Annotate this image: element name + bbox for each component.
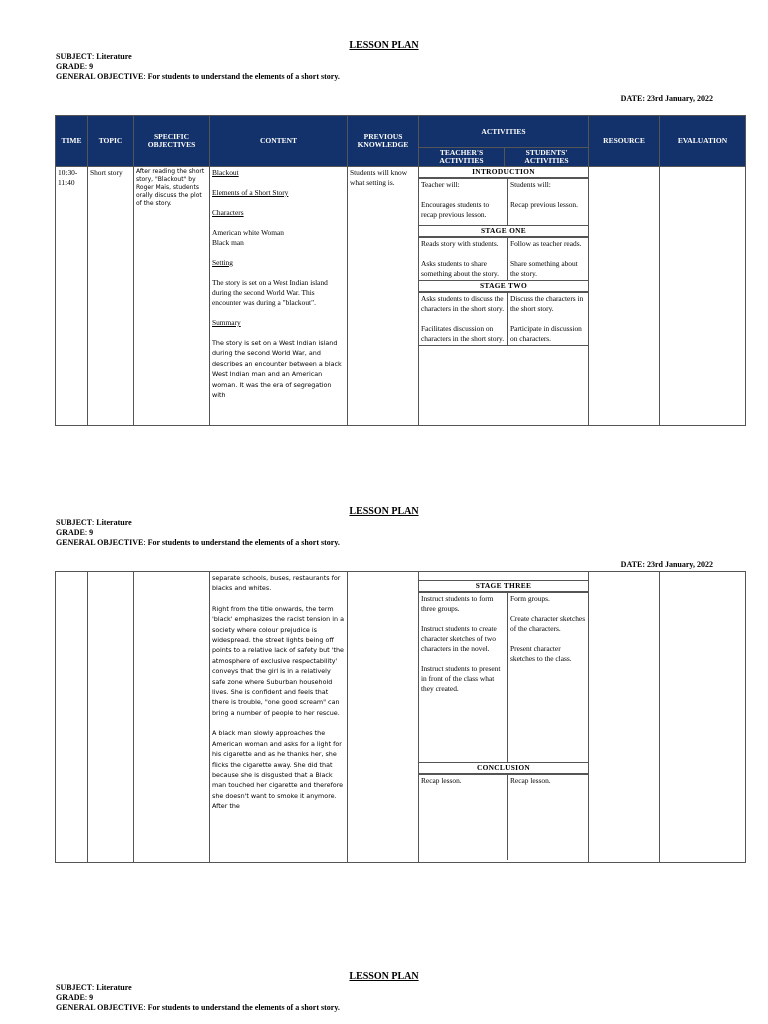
specific-objective-cell bbox=[134, 572, 210, 863]
table-row bbox=[56, 572, 746, 863]
grade-value: 9 bbox=[89, 62, 94, 71]
activities-cell bbox=[419, 167, 589, 426]
grade-label: GRADE bbox=[56, 62, 85, 71]
student-activity: Students will: Recap previous lesson. bbox=[508, 179, 589, 226]
topic-cell bbox=[88, 572, 134, 863]
content-paragraph: Right from the title onwards, the term 'black' emphasizes the racist tension in a society where colour prejudice is widespread. the street lights being off points to a relative lack of safety but 'the atmosphere of exclusive respectability' conveys that the girl is in a relatively safe zone where Suburban household lives. She is confident and feels that there is trouble, "one good scream" can bring a number of people to her rescue. bbox=[212, 604, 345, 717]
col-students-activities: STUDENTS' ACTIVITIES bbox=[505, 148, 589, 167]
lesson-meta: SUBJECT: Literature GRADE: 9 GENERAL OBJECTIVE: For students to understand the elements of a short story. bbox=[56, 518, 340, 547]
character-1: American white Woman bbox=[212, 228, 284, 237]
col-resource: RESOURCE bbox=[589, 116, 660, 167]
grade-value: 9 bbox=[89, 993, 94, 1002]
objective-label: GENERAL OBJECTIVE bbox=[56, 538, 144, 547]
lesson-date: DATE: 23rd January, 2022 bbox=[620, 560, 713, 569]
conclusion-title: CONCLUSION bbox=[419, 763, 588, 774]
summary-text: The story is set on a West Indian island during the second World War, and describes an encounter between a black West Indian man and an American woman. It was the era of segregation with bbox=[212, 339, 342, 400]
subject-label: SUBJECT bbox=[56, 52, 93, 61]
col-content: CONTENT bbox=[210, 116, 348, 167]
specific-objective-cell: After reading the short story, "Blackout" by Roger Mais, students orally discuss the plot of the story. bbox=[134, 167, 210, 426]
objective-value: For students to understand the elements of a short story. bbox=[147, 538, 340, 547]
stage-intro-title: INTRODUCTION bbox=[419, 167, 588, 178]
objective-value: For students to understand the elements of a short story. bbox=[147, 1003, 340, 1012]
col-time: TIME bbox=[56, 116, 88, 167]
student-activity: Discuss the characters in the short story. Participate in discussion on characters. bbox=[508, 293, 589, 346]
subject-value: Literature bbox=[96, 518, 132, 527]
subject-label: SUBJECT bbox=[56, 983, 93, 992]
stage-three-title: STAGE THREE bbox=[419, 580, 588, 592]
topic-cell: Short story bbox=[88, 167, 134, 426]
page-title: LESSON PLAN bbox=[349, 971, 419, 982]
date-value: 23rd January, 2022 bbox=[646, 560, 713, 569]
col-evaluation: EVALUATION bbox=[660, 116, 746, 167]
stage-two-table bbox=[419, 292, 588, 346]
objective-label: GENERAL OBJECTIVE bbox=[56, 72, 144, 81]
setting-text: The story is set on a West Indian island during the second World War. This encounter was during a "blackout". bbox=[212, 278, 328, 307]
objective-value: For students to understand the elements of a short story. bbox=[147, 72, 340, 81]
stage-three-table bbox=[419, 592, 588, 763]
content-paragraph: separate schools, buses, restaurants for blacks and whites. bbox=[212, 574, 341, 593]
stage-two-title: STAGE TWO bbox=[419, 281, 588, 292]
teacher-activity: Recap lesson. bbox=[419, 775, 508, 861]
content-heading-blackout: Blackout bbox=[212, 168, 239, 177]
page-title: LESSON PLAN bbox=[349, 506, 419, 517]
content-heading-summary: Summary bbox=[212, 318, 241, 327]
lesson-meta: SUBJECT: Literature GRADE: 9 GENERAL OBJECTIVE: For students to understand the elements of a short story. bbox=[56, 52, 340, 81]
col-previous-knowledge: PREVIOUS KNOWLEDGE bbox=[348, 116, 419, 167]
evaluation-cell bbox=[660, 572, 746, 863]
grade-value: 9 bbox=[89, 528, 94, 537]
student-activity: Form groups. Create character sketches of the characters. Present character sketches to the class. bbox=[508, 593, 589, 763]
objective-label: GENERAL OBJECTIVE bbox=[56, 1003, 144, 1012]
stage-one-title: STAGE ONE bbox=[419, 226, 588, 237]
previous-knowledge-cell bbox=[348, 572, 419, 863]
conclusion-table bbox=[419, 774, 588, 860]
resource-cell bbox=[589, 167, 660, 426]
student-activity: Recap lesson. bbox=[508, 775, 589, 861]
character-2: Black man bbox=[212, 238, 244, 247]
time-cell: 10:30-11:40 bbox=[56, 167, 88, 426]
date-value: 23rd January, 2022 bbox=[646, 94, 713, 103]
subject-value: Literature bbox=[96, 52, 132, 61]
stage-one-table bbox=[419, 237, 588, 281]
subject-value: Literature bbox=[96, 983, 132, 992]
teacher-activity: Reads story with students. Asks students to share something about the story. bbox=[419, 238, 508, 281]
col-specific-objectives: SPECIFIC OBJECTIVES bbox=[134, 116, 210, 167]
teacher-activity: Teacher will: Encourages students to recap previous lesson. bbox=[419, 179, 508, 226]
teacher-activity: Instruct students to form three groups. Instruct students to create character sketches of two characters in the novel. Instruct students to present in front of the class what they created. bbox=[419, 593, 508, 763]
evaluation-cell bbox=[660, 167, 746, 426]
lesson-meta: SUBJECT: Literature GRADE: 9 GENERAL OBJECTIVE: For students to understand the elements of a short story. bbox=[56, 983, 340, 1012]
col-activities: ACTIVITIES bbox=[419, 116, 589, 148]
table-row bbox=[56, 167, 746, 426]
content-heading-setting: Setting bbox=[212, 258, 233, 267]
date-label: DATE bbox=[620, 94, 643, 103]
grade-label: GRADE bbox=[56, 528, 85, 537]
resource-cell bbox=[589, 572, 660, 863]
content-heading-characters: Characters bbox=[212, 208, 244, 217]
content-heading-elements: Elements of a Short Story bbox=[212, 188, 289, 197]
student-activity: Follow as teacher reads. Share something about the story. bbox=[508, 238, 589, 281]
lesson-date: DATE: 23rd January, 2022 bbox=[620, 94, 713, 103]
subject-label: SUBJECT bbox=[56, 518, 93, 527]
lesson-plan-table bbox=[55, 115, 746, 426]
col-topic: TOPIC bbox=[88, 116, 134, 167]
lesson-plan-table-continued bbox=[55, 571, 746, 863]
stage-intro-table bbox=[419, 178, 588, 226]
time-cell bbox=[56, 572, 88, 863]
previous-knowledge-cell: Students will know what setting is. bbox=[348, 167, 419, 426]
activities-cell bbox=[419, 572, 589, 863]
content-paragraph: A black man slowly approaches the American woman and asks for a light for his cigarette and as he thanks her, she flicks the cigarette away. She did that because she is disgusted that a Black man touched her cigarette and therefore she doesn't want to smoke it anymore. After the bbox=[212, 729, 344, 811]
teacher-activity: Asks students to discuss the characters in the short story. Facilitates discussion on characters in the short story. bbox=[419, 293, 508, 346]
date-label: DATE bbox=[620, 560, 643, 569]
grade-label: GRADE bbox=[56, 993, 85, 1002]
content-cell bbox=[210, 167, 348, 426]
page-1 bbox=[0, 0, 768, 420]
content-cell bbox=[210, 572, 348, 863]
col-teacher-activities: TEACHER'S ACTIVITIES bbox=[419, 148, 505, 167]
page-title: LESSON PLAN bbox=[349, 40, 419, 51]
